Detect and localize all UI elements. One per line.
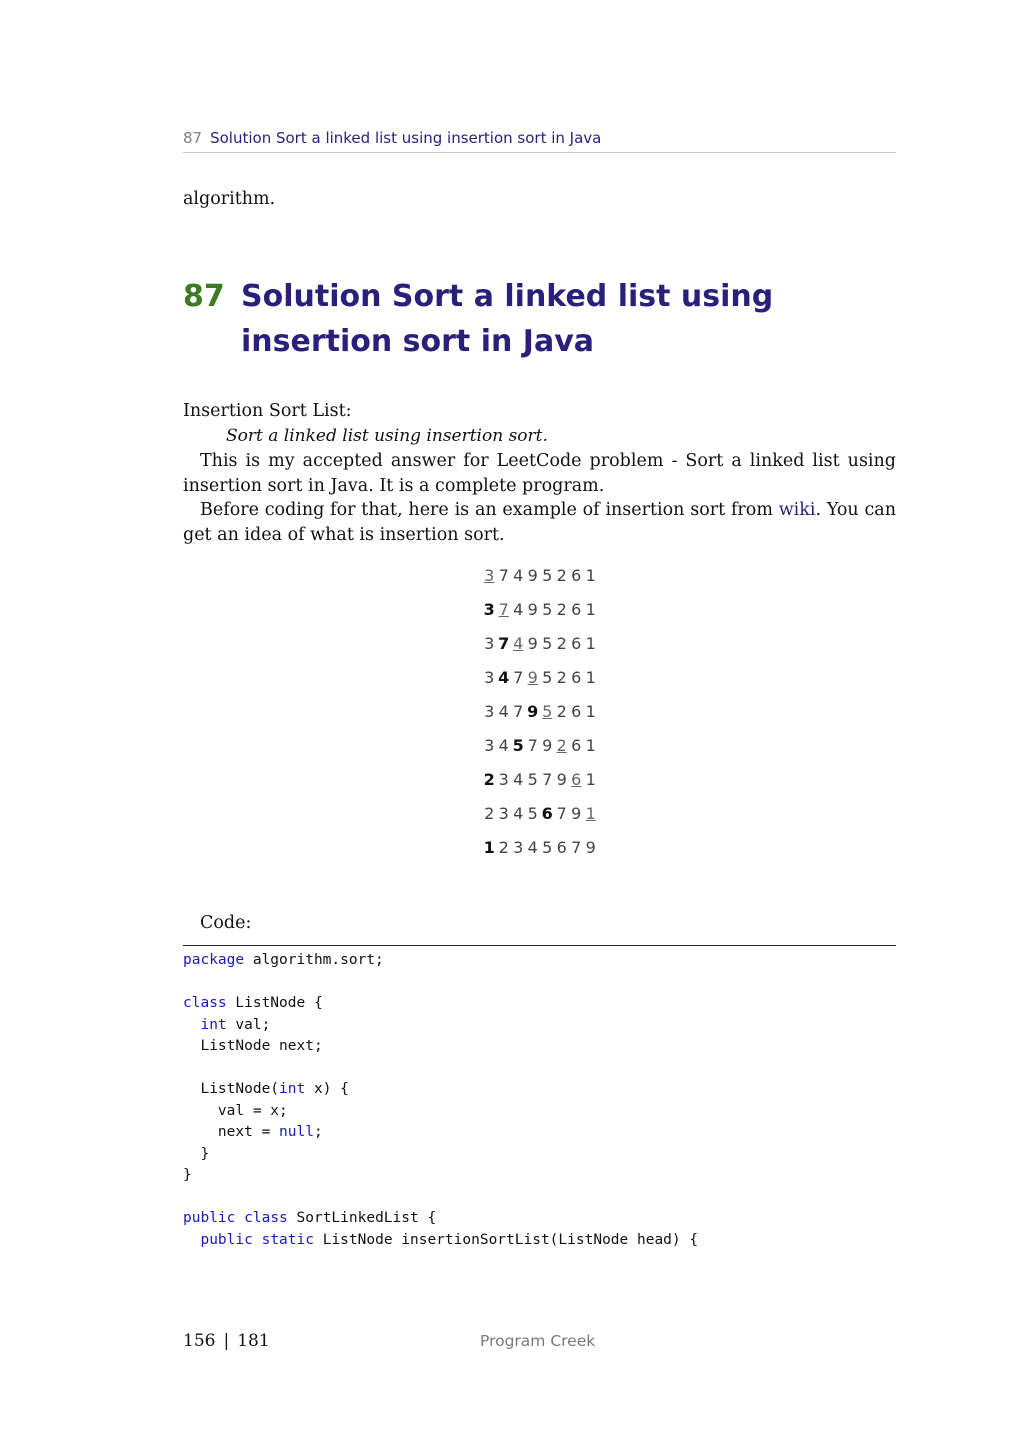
code-keyword: package bbox=[183, 952, 245, 968]
figure-digit: 3 bbox=[498, 770, 509, 789]
figure-digit: 5 bbox=[542, 634, 553, 653]
figure-digit: 6 bbox=[571, 736, 582, 755]
code-keyword: null bbox=[279, 1124, 314, 1140]
paragraph-intro: Insertion Sort List: bbox=[183, 401, 352, 421]
figure-digit: 4 bbox=[513, 634, 524, 653]
code-text: } bbox=[183, 1145, 210, 1162]
code-text: ListNode next; bbox=[183, 1038, 323, 1054]
code-text: ListNode { bbox=[226, 995, 323, 1011]
figure-digit: 9 bbox=[527, 600, 538, 619]
figure-digit: 1 bbox=[585, 634, 596, 653]
figure-digit: 6 bbox=[571, 634, 582, 653]
figure-digit: 4 bbox=[513, 600, 524, 619]
figure-digit: 5 bbox=[527, 770, 538, 789]
figure-digit: 5 bbox=[542, 566, 553, 585]
figure-digit: 4 bbox=[498, 736, 509, 755]
figure-digit: 3 bbox=[484, 668, 495, 687]
figure-digit: 9 bbox=[527, 634, 538, 653]
figure-digit: 9 bbox=[542, 736, 553, 755]
folio bbox=[183, 1331, 270, 1351]
figure-digit: 5 bbox=[542, 668, 553, 687]
footer-site-name: Program Creek bbox=[480, 1332, 596, 1350]
figure-digit: 2 bbox=[556, 736, 567, 755]
figure-digit: 1 bbox=[585, 600, 596, 619]
figure-digit: 2 bbox=[556, 668, 567, 687]
code-keyword: int bbox=[279, 1081, 306, 1097]
figure-digit: 5 bbox=[512, 736, 524, 755]
figure-row bbox=[482, 566, 622, 600]
paragraph-description: This is my accepted answer for LeetCode problem - Sort a linked list using insertion sort in Java. It is a complete program. bbox=[183, 451, 896, 496]
figure-row bbox=[482, 600, 622, 634]
wiki-link[interactable]: wiki bbox=[778, 500, 816, 520]
code-line bbox=[183, 1208, 698, 1230]
code-line bbox=[183, 1079, 698, 1101]
code-line bbox=[183, 1122, 698, 1144]
figure-digit: 9 bbox=[556, 770, 567, 789]
figure-digit: 3 bbox=[484, 736, 495, 755]
figure-digit: 1 bbox=[585, 770, 596, 789]
figure-digit: 2 bbox=[483, 770, 495, 789]
figure-digit: 9 bbox=[527, 668, 538, 687]
code-text: SortLinkedList { bbox=[287, 1210, 437, 1226]
figure-digit: 2 bbox=[556, 702, 567, 721]
code-keyword: public bbox=[200, 1231, 253, 1248]
code-text: val = x; bbox=[183, 1102, 288, 1119]
code-text: } bbox=[183, 1167, 192, 1183]
figure-digit: 7 bbox=[513, 702, 524, 721]
figure-digit: 1 bbox=[585, 702, 596, 721]
figure-digit: 7 bbox=[498, 566, 509, 585]
figure-digit: 7 bbox=[556, 804, 567, 823]
figure-row bbox=[482, 634, 622, 668]
running-header bbox=[183, 128, 896, 153]
figure-digit: 4 bbox=[527, 838, 538, 857]
figure-digit: 7 bbox=[498, 634, 510, 653]
total-pages: 181 bbox=[237, 1331, 270, 1351]
code-text: algorithm.sort; bbox=[244, 952, 384, 968]
continuation-text: algorithm. bbox=[183, 189, 276, 209]
figure-digit: 9 bbox=[527, 566, 538, 585]
page-footer bbox=[183, 1331, 896, 1355]
code-top-rule bbox=[183, 945, 896, 946]
figure-digit: 2 bbox=[484, 804, 495, 823]
figure-digit: 6 bbox=[556, 838, 567, 857]
figure-digit: 7 bbox=[542, 770, 553, 789]
code-line bbox=[183, 1165, 698, 1187]
code-text bbox=[253, 1232, 262, 1248]
figure-digit: 7 bbox=[513, 668, 524, 687]
figure-digit: 6 bbox=[571, 770, 582, 789]
code-keyword: public bbox=[183, 1210, 236, 1226]
figure-digit: 1 bbox=[483, 838, 495, 857]
figure-digit: 2 bbox=[556, 566, 567, 585]
code-line bbox=[183, 1187, 698, 1209]
figure-digit: 2 bbox=[498, 838, 509, 857]
figure-row bbox=[482, 770, 622, 804]
figure-digit: 5 bbox=[542, 838, 553, 857]
figure-digit: 9 bbox=[585, 838, 596, 857]
figure-digit: 5 bbox=[542, 600, 553, 619]
figure-digit: 3 bbox=[484, 634, 495, 653]
figure-row bbox=[482, 804, 622, 838]
figure-digit: 6 bbox=[571, 668, 582, 687]
figure-digit: 6 bbox=[541, 804, 553, 823]
code-text: ; bbox=[313, 1124, 323, 1140]
code-text bbox=[235, 1210, 244, 1226]
code-keyword: class bbox=[244, 1210, 288, 1226]
chapter-number: 87 bbox=[183, 279, 225, 314]
figure-digit: 3 bbox=[513, 838, 524, 857]
figure-digit: 1 bbox=[585, 804, 596, 823]
figure-digit: 1 bbox=[585, 566, 596, 585]
figure-digit: 1 bbox=[585, 736, 596, 755]
figure-digit: 3 bbox=[484, 702, 495, 721]
code-block bbox=[183, 950, 698, 1251]
code-line bbox=[183, 1036, 698, 1058]
header-chapter-title: Solution Sort a linked list using insertion sort in Java bbox=[210, 129, 602, 147]
code-line bbox=[183, 993, 698, 1015]
code-line bbox=[183, 1230, 698, 1252]
figure-digit: 5 bbox=[542, 702, 553, 721]
figure-digit: 4 bbox=[513, 566, 524, 585]
code-text: ListNode( bbox=[183, 1081, 280, 1097]
figure-digit: 6 bbox=[571, 702, 582, 721]
figure-digit: 4 bbox=[513, 770, 524, 789]
code-text: x) { bbox=[305, 1081, 349, 1097]
code-keyword: static bbox=[261, 1231, 314, 1248]
figure-digit: 6 bbox=[571, 566, 582, 585]
problem-quote: Sort a linked list using insertion sort. bbox=[226, 426, 548, 446]
figure-digit: 3 bbox=[484, 566, 495, 585]
figure-digit: 3 bbox=[483, 600, 495, 619]
figure-digit: 4 bbox=[498, 702, 509, 721]
figure-digit: 2 bbox=[556, 634, 567, 653]
figure-row bbox=[482, 702, 622, 736]
code-line bbox=[183, 1101, 698, 1123]
page bbox=[183, 0, 896, 1440]
code-keyword: int bbox=[200, 1016, 227, 1033]
figure-digit: 7 bbox=[527, 736, 538, 755]
code-text bbox=[183, 1017, 200, 1033]
figure-digit: 7 bbox=[498, 600, 509, 619]
figure-digit: 7 bbox=[571, 838, 582, 857]
figure-digit: 4 bbox=[498, 668, 510, 687]
paragraph-wiki-before: Before coding for that, here is an example of insertion sort from bbox=[200, 500, 779, 520]
figure-digit: 9 bbox=[527, 702, 539, 721]
code-text bbox=[183, 1232, 200, 1248]
code-label: Code: bbox=[200, 913, 252, 933]
figure-digit: 2 bbox=[556, 600, 567, 619]
header-chapter-number: 87 bbox=[183, 129, 203, 147]
code-text: next = bbox=[183, 1124, 280, 1140]
page-number: 156 bbox=[183, 1331, 216, 1351]
figure-digit: 4 bbox=[513, 804, 524, 823]
paragraph-wiki bbox=[183, 498, 896, 547]
figure-digit: 6 bbox=[571, 600, 582, 619]
code-line bbox=[183, 972, 698, 994]
code-line bbox=[183, 1144, 698, 1166]
code-line bbox=[183, 950, 698, 972]
code-text: ListNode insertionSortList(ListNode head) { bbox=[313, 1231, 699, 1248]
code-line bbox=[183, 1015, 698, 1037]
figure-row bbox=[482, 838, 622, 872]
figure-row bbox=[482, 736, 622, 770]
code-keyword: class bbox=[183, 995, 227, 1011]
folio-separator: | bbox=[223, 1331, 230, 1351]
figure-row bbox=[482, 668, 622, 702]
figure-digit: 1 bbox=[585, 668, 596, 687]
code-text: val; bbox=[226, 1016, 271, 1033]
figure-digit: 3 bbox=[498, 804, 509, 823]
paragraph-wiki-after: . You can get an idea of what is insertion sort. bbox=[183, 500, 896, 545]
chapter-title: Solution Sort a linked list using insertion sort in Java bbox=[241, 279, 774, 359]
figure-digit: 5 bbox=[527, 804, 538, 823]
figure-digit: 9 bbox=[571, 804, 582, 823]
code-line bbox=[183, 1058, 698, 1080]
insertion-sort-figure bbox=[482, 566, 622, 872]
